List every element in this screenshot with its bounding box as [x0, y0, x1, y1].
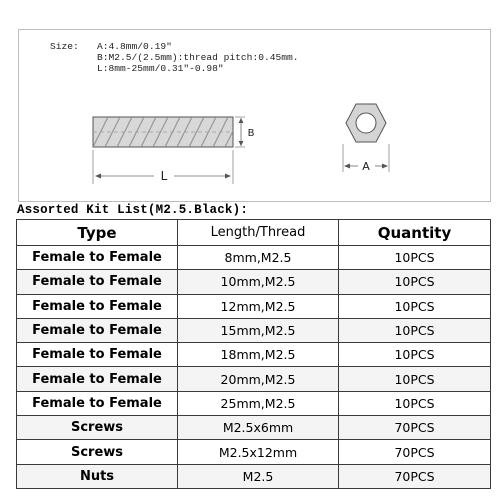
diameter-b-label: B [247, 128, 255, 139]
kit-list-table [16, 219, 491, 489]
cell-quantity: 70PCS [339, 464, 491, 488]
cell-type: Female to Female [17, 318, 178, 342]
cell-type: Female to Female [17, 270, 178, 294]
cell-quantity: 70PCS [339, 440, 491, 464]
cell-length-thread: 25mm,M2.5 [178, 391, 339, 415]
cell-type: Nuts [17, 464, 178, 488]
length-label: L [160, 169, 168, 183]
cell-length-thread: M2.5x12mm [178, 440, 339, 464]
cell-type: Female to Female [17, 391, 178, 415]
table-row [17, 270, 491, 294]
size-label: Size: [50, 41, 79, 52]
table-row [17, 367, 491, 391]
table-row [17, 464, 491, 488]
table-row [17, 391, 491, 415]
table-row [17, 416, 491, 440]
hex-top-view [346, 104, 386, 142]
kit-list-title: Assorted Kit List(M2.5.Black): [17, 203, 249, 217]
table-row [17, 318, 491, 342]
table-header-row [17, 220, 491, 246]
table-row [17, 343, 491, 367]
cell-type: Female to Female [17, 246, 178, 270]
cell-length-thread: 12mm,M2.5 [178, 294, 339, 318]
cell-length-thread: 15mm,M2.5 [178, 318, 339, 342]
cell-length-thread: 18mm,M2.5 [178, 343, 339, 367]
standoff-drawing [19, 30, 492, 203]
cell-quantity: 10PCS [339, 294, 491, 318]
cell-quantity: 10PCS [339, 391, 491, 415]
spec-l-length: L:8mm-25mm/0.31"-0.98" [97, 63, 224, 74]
cell-length-thread: 20mm,M2.5 [178, 367, 339, 391]
cell-quantity: 70PCS [339, 416, 491, 440]
cell-type: Screws [17, 440, 178, 464]
width-a-label: A [362, 160, 370, 173]
header-length-thread: Length/Thread [178, 220, 339, 246]
standoff-side-view [93, 117, 240, 147]
cell-quantity: 10PCS [339, 343, 491, 367]
spec-b-thread: B:M2.5/(2.5mm):thread pitch:0.45mm. [97, 52, 299, 63]
cell-type: Female to Female [17, 343, 178, 367]
cell-quantity: 10PCS [339, 318, 491, 342]
cell-length-thread: 8mm,M2.5 [178, 246, 339, 270]
cell-length-thread: 10mm,M2.5 [178, 270, 339, 294]
cell-type: Screws [17, 416, 178, 440]
header-quantity: Quantity [339, 220, 491, 246]
cell-length-thread: M2.5 [178, 464, 339, 488]
cell-length-thread: M2.5x6mm [178, 416, 339, 440]
cell-quantity: 10PCS [339, 367, 491, 391]
table-row [17, 294, 491, 318]
header-type: Type [17, 220, 178, 246]
diameter-b-dimension [235, 117, 245, 147]
cell-quantity: 10PCS [339, 270, 491, 294]
spec-a-diameter: A:4.8mm/0.19" [97, 41, 172, 52]
cell-type: Female to Female [17, 367, 178, 391]
table-row [17, 246, 491, 270]
cell-quantity: 10PCS [339, 246, 491, 270]
cell-type: Female to Female [17, 294, 178, 318]
dimension-diagram-panel [18, 29, 491, 202]
table-row [17, 440, 491, 464]
